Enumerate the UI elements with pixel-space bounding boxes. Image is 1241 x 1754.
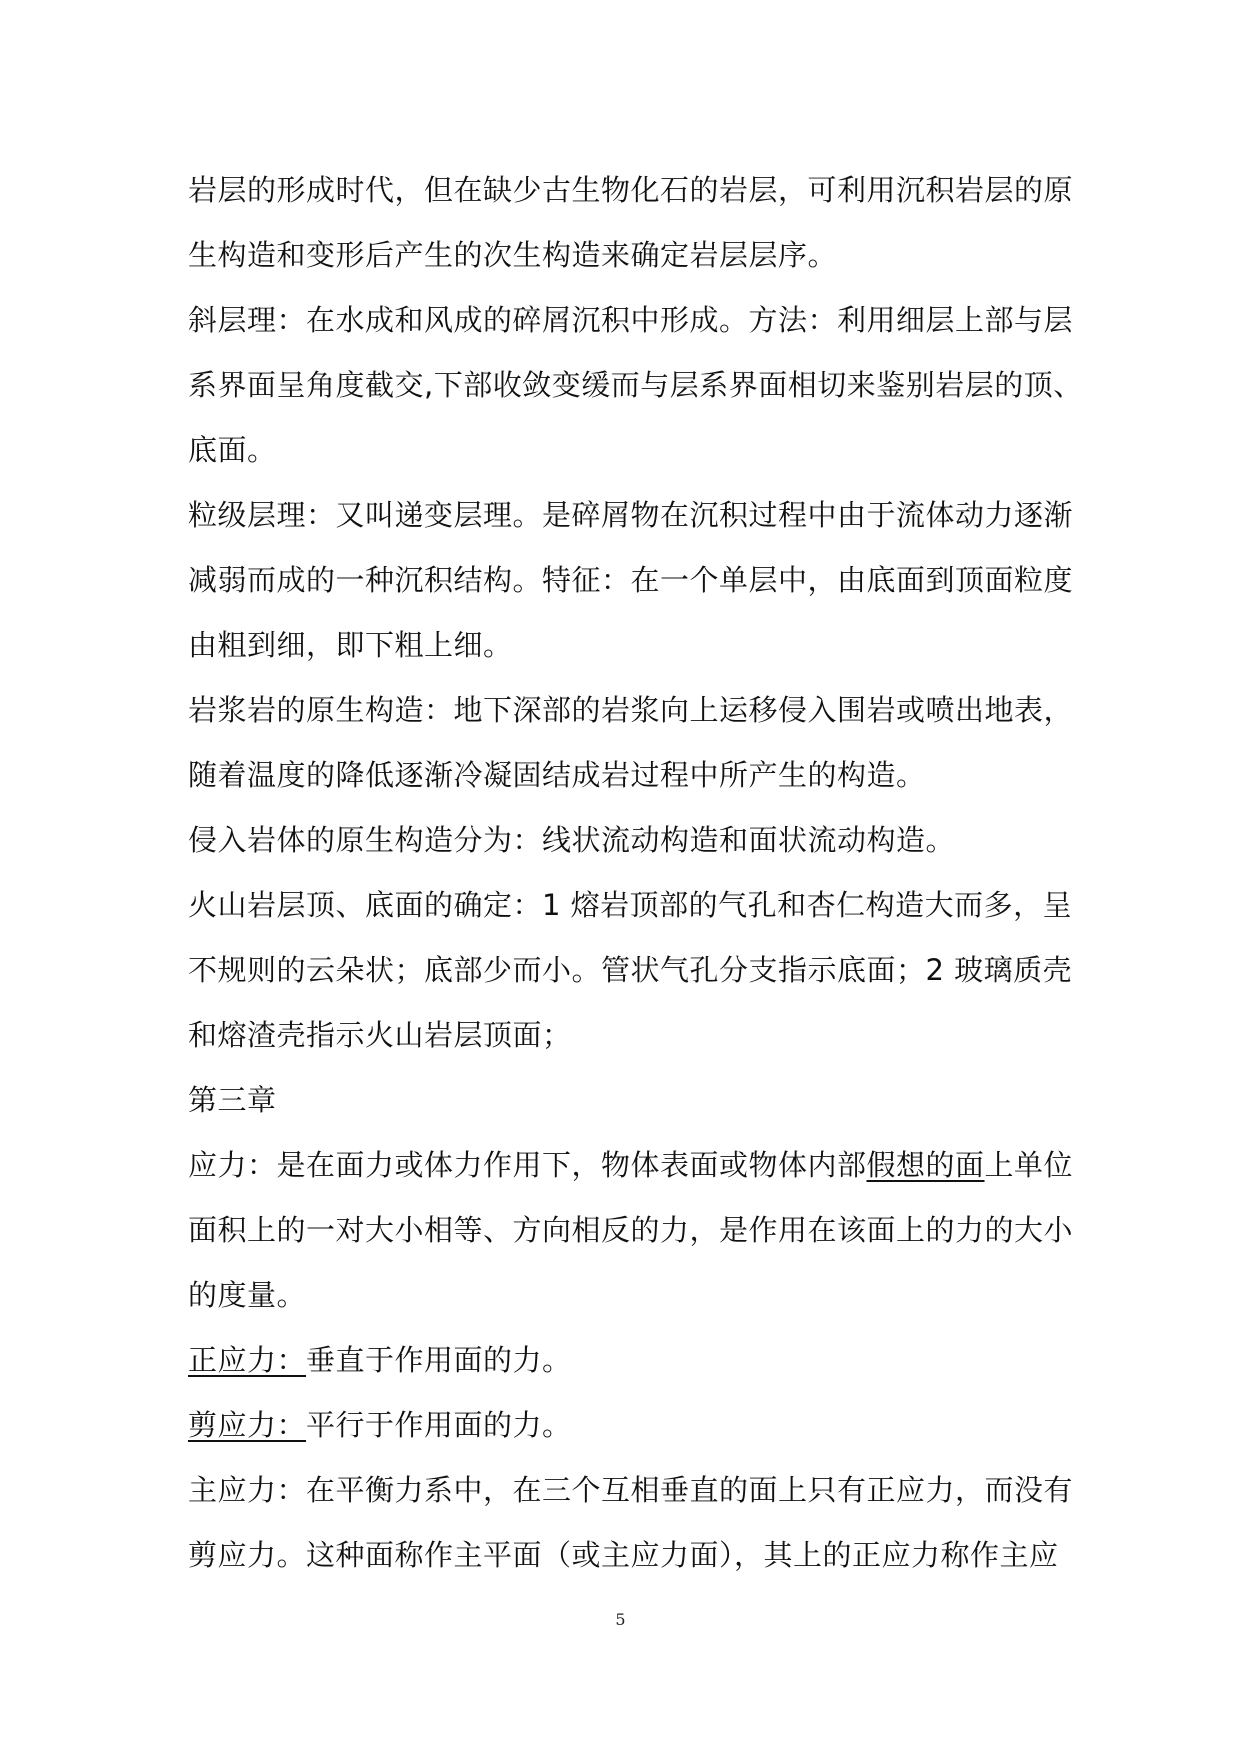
stress-definition-line	[188, 1133, 1074, 1198]
shear-stress-line	[188, 1393, 1068, 1458]
text-line: 侵入岩体的原生构造分为：线状流动构造和面状流动构造。	[188, 823, 956, 857]
text-line: 岩层的形成时代，但在缺少古生物化石的岩层，可利用沉积岩层的原	[188, 173, 1074, 207]
text-line: 岩浆岩的原生构造：地下深部的岩浆向上运移侵入围岩或喷出地表，	[188, 693, 1074, 727]
text-line: 火山岩层顶、底面的确定：1 熔岩顶部的气孔和杏仁构造大而多，呈	[188, 888, 1073, 922]
text-line: 底面。	[188, 433, 277, 467]
stress-text-before: 应力：是在面力或体力作用下，物体表面或物体内部	[188, 1148, 867, 1182]
normal-stress-line	[188, 1328, 1068, 1393]
page-number: 5	[615, 1610, 626, 1629]
shear-stress-definition: 平行于作用面的力。	[306, 1408, 572, 1442]
text-line: 随着温度的降低逐渐冷凝固结成岩过程中所产生的构造。	[188, 758, 926, 792]
normal-stress-term: 正应力：	[188, 1343, 307, 1377]
stress-underlined-text: 假想的面	[866, 1148, 985, 1182]
text-line: 系界面呈角度截交,下部收敛变缓而与层系界面相切来鉴别岩层的顶、	[188, 368, 1083, 402]
text-line: 和熔渣壳指示火山岩层顶面；	[188, 1018, 572, 1052]
text-line: 减弱而成的一种沉积结构。特征：在一个单层中，由底面到顶面粒度	[188, 563, 1074, 597]
text-line: 剪应力。这种面称作主平面（或主应力面），其上的正应力称作主应	[188, 1538, 1059, 1572]
shear-stress-term: 剪应力：	[188, 1408, 307, 1442]
text-line: 主应力：在平衡力系中，在三个互相垂直的面上只有正应力，而没有	[188, 1473, 1074, 1507]
text-line: 生构造和变形后产生的次生构造来确定岩层层序。	[188, 238, 838, 272]
text-line: 面积上的一对大小相等、方向相反的力，是作用在该面上的力的大小	[188, 1213, 1074, 1247]
chapter-heading: 第三章	[188, 1083, 277, 1117]
text-line: 由粗到细，即下粗上细。	[188, 628, 513, 662]
normal-stress-definition: 垂直于作用面的力。	[306, 1343, 572, 1377]
text-line: 的度量。	[188, 1278, 307, 1312]
text-line: 不规则的云朵状；底部少而小。管状气孔分支指示底面；2 玻璃质壳	[188, 953, 1073, 987]
text-line: 斜层理：在水成和风成的碎屑沉积中形成。方法：利用细层上部与层	[188, 303, 1074, 337]
text-line: 粒级层理：又叫递变层理。是碎屑物在沉积过程中由于流体动力逐渐	[188, 498, 1074, 532]
page-body	[188, 158, 1083, 1588]
stress-text-after: 上单位	[984, 1148, 1074, 1182]
